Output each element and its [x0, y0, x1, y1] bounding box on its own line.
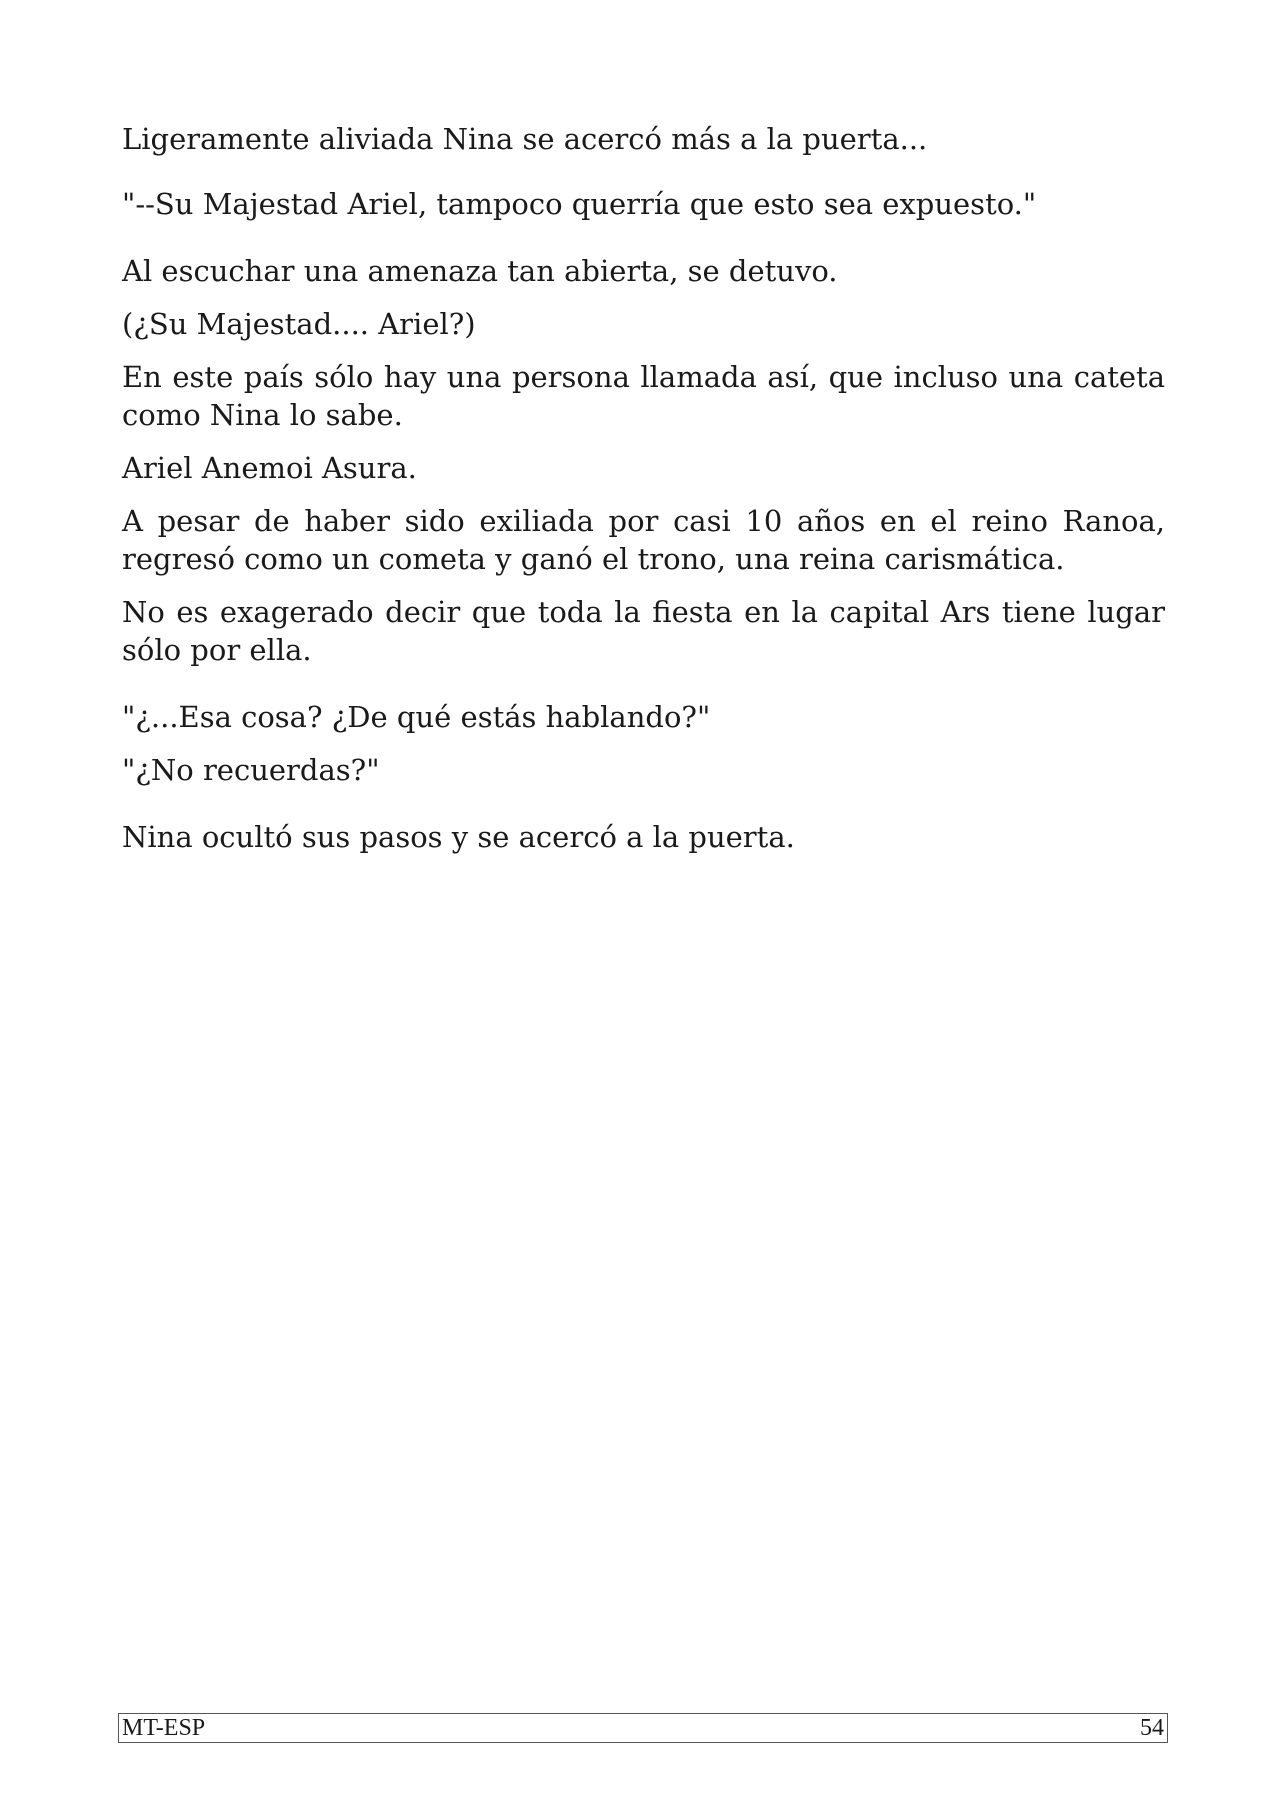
paragraph: "¿...Esa cosa? ¿De qué estás hablando?": [122, 700, 711, 734]
page-number: 54: [1140, 1715, 1164, 1741]
paragraph: "--Su Majestad Ariel, tampoco querría que esto sea expuesto.": [122, 187, 1037, 221]
page-body: [122, 120, 1165, 856]
paragraph: En este país sólo hay una persona llamada así, que incluso una cateta como Nina lo sabe.: [122, 360, 1165, 432]
paragraph: No es exagerado decir que toda la fiesta en la capital Ars tiene lugar sólo por ella.: [122, 595, 1165, 667]
paragraph: Ariel Anemoi Asura.: [122, 451, 417, 485]
paragraph: Nina ocultó sus pasos y se acercó a la puerta.: [122, 820, 795, 854]
paragraph: (¿Su Majestad.... Ariel?): [122, 307, 476, 341]
footer-label: MT-ESP: [122, 1715, 206, 1741]
paragraph: "¿No recuerdas?": [122, 753, 380, 787]
paragraph: Al escuchar una amenaza tan abierta, se detuvo.: [122, 254, 838, 288]
paragraph: A pesar de haber sido exiliada por casi 10 años en el reino Ranoa, regresó como un cometa y ganó el trono, una reina carismática.: [122, 504, 1165, 576]
page-footer: [118, 1713, 1168, 1743]
paragraph: Ligeramente aliviada Nina se acercó más a la puerta...: [122, 122, 928, 156]
